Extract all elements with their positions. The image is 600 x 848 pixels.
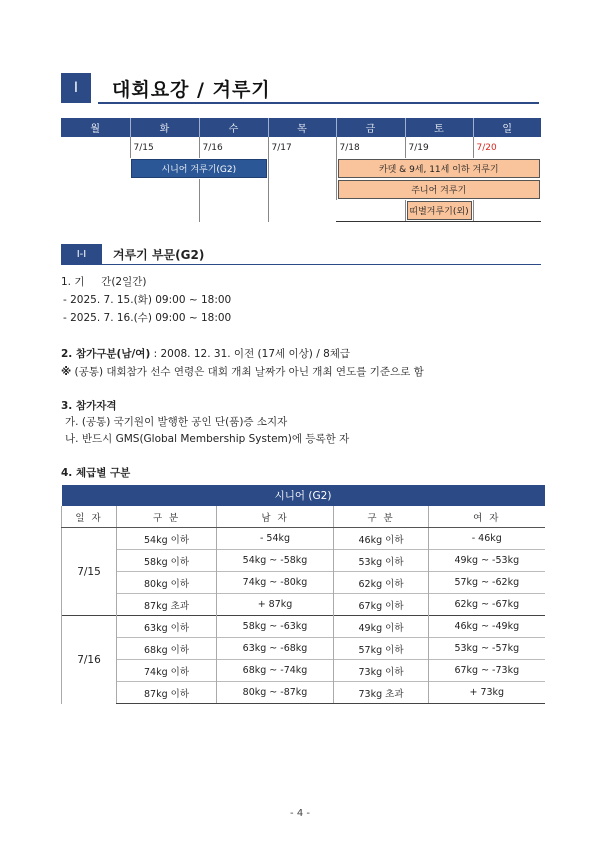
weight-heading: 4. 체급별 구분 — [61, 467, 131, 479]
female-class-cell: 49kg 이하 — [334, 616, 429, 638]
column-header: 구 분 — [117, 506, 217, 528]
date-cell: 7/15 — [130, 137, 199, 158]
table-row — [62, 682, 545, 704]
female-class-cell: 73kg 이하 — [334, 660, 429, 682]
eligibility-text: : 2008. 12. 31. 이전 (17세 이상) / 8체급 — [150, 348, 351, 360]
female-class-cell: 53kg 이하 — [334, 550, 429, 572]
female-class-cell: 57kg 이하 — [334, 638, 429, 660]
weight-class-table — [61, 485, 545, 704]
male-range-cell: 54kg ~ -58kg — [217, 550, 334, 572]
male-range-cell: + 87kg — [217, 594, 334, 616]
table-row — [62, 638, 545, 660]
female-class-cell: 62kg 이하 — [334, 572, 429, 594]
date-row — [61, 137, 541, 158]
table-row — [62, 616, 545, 638]
table-row — [62, 594, 545, 616]
note-mark: ※ — [61, 366, 72, 378]
qualification-heading: 3. 참가자격 — [61, 400, 117, 412]
date-cell: 7/18 — [336, 137, 405, 158]
monday-empty-cell — [61, 137, 130, 222]
date-cell-sunday: 7/20 — [473, 137, 541, 158]
section-number: Ⅰ — [61, 73, 91, 103]
weekday-cell: 화 — [130, 118, 199, 137]
period-heading: 1. 기 간(2일간) — [61, 276, 147, 288]
female-range-cell: - 46kg — [429, 528, 545, 550]
qualification-item-1: 가. (공통) 국기원이 발행한 공인 단(품)증 소지자 — [65, 416, 288, 428]
weekday-cell: 월 — [61, 118, 130, 137]
male-class-cell: 80kg 이하 — [117, 572, 217, 594]
male-class-cell: 54kg 이하 — [117, 528, 217, 550]
kids-event-bar: 카뎃 & 9세, 11세 이하 겨루기 — [338, 159, 541, 178]
female-range-cell: 46kg ~ -49kg — [429, 616, 545, 638]
male-range-cell: 63kg ~ -68kg — [217, 638, 334, 660]
female-range-cell: 49kg ~ -53kg — [429, 550, 545, 572]
tuesday-empty-cell — [130, 179, 199, 222]
male-range-cell: - 54kg — [217, 528, 334, 550]
male-class-cell: 68kg 이하 — [117, 638, 217, 660]
male-range-cell: 74kg ~ -80kg — [217, 572, 334, 594]
male-class-cell: 74kg 이하 — [117, 660, 217, 682]
date-cell: 7/19 — [405, 137, 473, 158]
thursday-empty-cell — [268, 158, 336, 222]
column-header: 일 자 — [62, 506, 117, 528]
section-title: 대회요강 / 겨루기 — [112, 79, 271, 101]
wednesday-empty-cell — [199, 179, 268, 222]
subsection-title: 겨루기 부문(G2) — [113, 248, 205, 262]
male-range-cell: 80kg ~ -87kg — [217, 682, 334, 704]
day-cell: 7/16 — [62, 616, 117, 704]
male-class-cell: 87kg 초과 — [117, 594, 217, 616]
male-range-cell: 68kg ~ -74kg — [217, 660, 334, 682]
male-range-cell: 58kg ~ -63kg — [217, 616, 334, 638]
male-class-cell: 63kg 이하 — [117, 616, 217, 638]
female-range-cell: 62kg ~ -67kg — [429, 594, 545, 616]
weekday-cell: 수 — [199, 118, 268, 137]
column-header: 남 자 — [217, 506, 334, 528]
ddibyeol-event-cell — [405, 200, 473, 222]
table-row — [62, 660, 545, 682]
column-header: 여 자 — [429, 506, 545, 528]
day-cell: 7/15 — [62, 528, 117, 616]
senior-event-bar: 시니어 겨루기(G2) — [131, 159, 267, 178]
weekday-cell: 목 — [268, 118, 336, 137]
female-class-cell: 67kg 이하 — [334, 594, 429, 616]
weekday-header-row — [61, 118, 541, 137]
schedule-table — [61, 118, 541, 222]
weight-table-header-row — [62, 506, 545, 528]
page-number: - 4 - — [290, 808, 310, 819]
subsection-number: Ⅰ-Ⅰ — [61, 244, 102, 264]
male-class-cell: 58kg 이하 — [117, 550, 217, 572]
table-row — [62, 572, 545, 594]
weekday-cell: 금 — [336, 118, 405, 137]
eligibility-line — [61, 346, 350, 361]
female-range-cell: + 73kg — [429, 682, 545, 704]
friday-empty-cell — [336, 200, 405, 222]
table-row — [62, 550, 545, 572]
male-class-cell: 87kg 이하 — [117, 682, 217, 704]
table-row — [62, 528, 545, 550]
section-underline — [98, 102, 539, 104]
period-line-2: - 2025. 7. 16.(수) 09:00 ~ 18:00 — [63, 312, 232, 324]
sunday-empty-cell — [473, 200, 541, 222]
eligibility-heading: 2. 참가구분(남/여) — [61, 348, 151, 360]
qualification-item-2: 나. 반드시 GMS(Global Membership System)에 등록한 자 — [65, 433, 350, 445]
female-range-cell: 67kg ~ -73kg — [429, 660, 545, 682]
column-header: 구 분 — [334, 506, 429, 528]
ddibyeol-event-bar: 띠별겨루기(외) — [407, 201, 472, 220]
weight-table-caption: 시니어 (G2) — [62, 485, 545, 506]
female-class-cell: 46kg 이하 — [334, 528, 429, 550]
female-range-cell: 57kg ~ -62kg — [429, 572, 545, 594]
eligibility-note-line — [61, 364, 424, 379]
eligibility-note: (공통) 대회참가 선수 연령은 대회 개최 날짜가 아닌 개최 연도를 기준으로 함 — [71, 366, 424, 378]
weekday-cell: 토 — [405, 118, 473, 137]
weekday-cell: 일 — [473, 118, 541, 137]
kids-event-cell — [336, 158, 541, 179]
subsection-underline — [61, 264, 541, 265]
female-class-cell: 73kg 초과 — [334, 682, 429, 704]
date-cell: 7/16 — [199, 137, 268, 158]
senior-event-cell — [130, 158, 268, 179]
junior-event-bar: 주니어 겨루기 — [338, 180, 541, 199]
date-cell: 7/17 — [268, 137, 336, 158]
period-line-1: - 2025. 7. 15.(화) 09:00 ~ 18:00 — [63, 294, 232, 306]
female-range-cell: 53kg ~ -57kg — [429, 638, 545, 660]
junior-event-cell — [336, 179, 541, 200]
